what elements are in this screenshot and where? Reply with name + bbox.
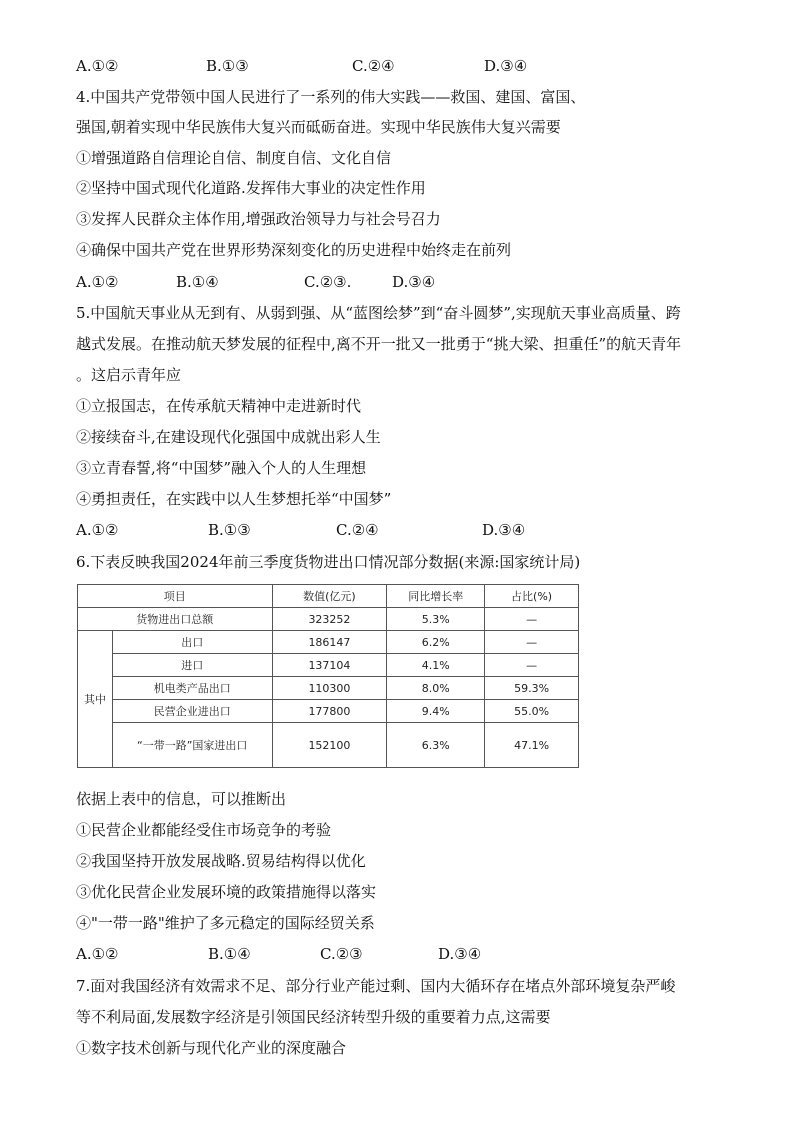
table-cell: 55.0%	[485, 700, 579, 723]
q5-option-b: B.①③	[208, 521, 251, 539]
header-share: 占比(%)	[485, 585, 579, 608]
q6-option-b: B.①④	[208, 945, 251, 963]
q6-option-c: C.②③	[320, 945, 363, 963]
q7-stem-line-1: 7.面对我国经济有效需求不足、部分行业产能过剩、国内大循环存在堵点外部环境复杂严峻	[76, 977, 676, 995]
q5-option-a: A.①②	[76, 521, 119, 539]
q5-stem-line-2: 越式发展。在推动航天梦发展的征程中,离不开一批又一批勇于“挑大梁、担重任”的航天青年	[76, 335, 682, 353]
trade-data-table	[77, 584, 579, 768]
q3-option-c: C.②④	[352, 57, 395, 75]
q5-item-4: ④勇担责任，在实践中以人生梦想托举“中国梦”	[76, 490, 392, 508]
q4-item-4: ④确保中国共产党在世界形势深刻变化的历史进程中始终走在前列	[76, 241, 512, 259]
table-cell: “一带一路”国家进出口	[112, 723, 272, 768]
table-cell: 民营企业进出口	[112, 700, 272, 723]
q6-item-4: ④"一带一路"维护了多元稳定的国际经贸关系	[76, 914, 375, 932]
table-row	[78, 654, 579, 677]
q7-item-1: ①数字技术创新与现代化产业的深度融合	[76, 1039, 347, 1057]
q3-option-b: B.①③	[206, 57, 249, 75]
q4-option-c: C.②③.	[304, 273, 352, 291]
q7-stem-line-2: 等不利局面,发展数字经济是引领国民经济转型升级的重要着力点,这需要	[76, 1008, 551, 1026]
q4-item-1: ①增强道路自信理论自信、制度自信、文化自信	[76, 149, 392, 167]
q5-option-d: D.③④	[482, 521, 526, 539]
table-cell: 5.3%	[387, 608, 485, 631]
q6-item-3: ③优化民营企业发展环境的政策措施得以落实	[76, 883, 377, 901]
q6-after-text: 依据上表中的信息，可以推断出	[76, 790, 287, 808]
q4-option-b: B.①④	[176, 273, 219, 291]
table-cell: 机电类产品出口	[112, 677, 272, 700]
q4-option-d: D.③④	[392, 273, 436, 291]
q5-item-3: ③立青春誓,将“中国梦”融入个人的人生理想	[76, 459, 367, 477]
table-row-total	[78, 608, 579, 631]
table-cell: 6.3%	[387, 723, 485, 768]
header-item: 项目	[78, 585, 273, 608]
table-cell: —	[485, 608, 579, 631]
table-cell: —	[485, 654, 579, 677]
q5-option-c: C.②④	[336, 521, 379, 539]
q4-stem-line-1: 4.中国共产党带领中国人民进行了一系列的伟大实践——救国、建国、富国、	[76, 88, 586, 106]
header-growth: 同比增长率	[387, 585, 485, 608]
q4-item-3: ③发挥人民群众主体作用,增强政治领导力与社会号召力	[76, 210, 441, 228]
q6-item-1: ①民营企业都能经受住市场竞争的考验	[76, 821, 332, 839]
table-cell: 6.2%	[387, 631, 485, 654]
group-label-cell: 其中	[78, 631, 113, 768]
q4-option-a: A.①②	[76, 273, 119, 291]
table-row	[78, 677, 579, 700]
table-header-row	[78, 585, 579, 608]
table-cell: —	[485, 631, 579, 654]
q6-option-a: A.①②	[76, 945, 119, 963]
table-row	[78, 700, 579, 723]
table-cell: 47.1%	[485, 723, 579, 768]
table-cell: 4.1%	[387, 654, 485, 677]
q4-item-2: ②坚持中国式现代化道路.发挥伟大事业的决定性作用	[76, 179, 426, 197]
q5-stem-line-3: 。这启示青年应	[76, 366, 182, 384]
table-cell: 9.4%	[387, 700, 485, 723]
table-cell: 进口	[112, 654, 272, 677]
table-cell: 货物进出口总额	[78, 608, 273, 631]
q3-option-d: D.③④	[484, 57, 528, 75]
q6-stem: 6.下表反映我国2024年前三季度货物进出口情况部分数据(来源:国家统计局)	[76, 553, 581, 571]
q3-option-a: A.①②	[76, 57, 119, 75]
q5-item-1: ①立报国志，在传承航天精神中走进新时代	[76, 397, 362, 415]
header-value: 数值(亿元)	[272, 585, 387, 608]
table-cell: 152100	[272, 723, 387, 768]
table-cell: 59.3%	[485, 677, 579, 700]
q5-item-2: ②接续奋斗,在建设现代化强国中成就出彩人生	[76, 428, 381, 446]
table-row	[78, 631, 579, 654]
q6-option-d: D.③④	[438, 945, 482, 963]
table-cell: 177800	[272, 700, 387, 723]
table-cell: 186147	[272, 631, 387, 654]
table-cell: 137104	[272, 654, 387, 677]
table-cell: 110300	[272, 677, 387, 700]
table-cell: 出口	[112, 631, 272, 654]
q5-stem-line-1: 5.中国航天事业从无到有、从弱到强、从“蓝图绘梦”到“奋斗圆梦”,实现航天事业高质量、跨	[76, 304, 681, 322]
q4-stem-line-2: 强国,朝着实现中华民族伟大复兴而砥砺奋进。实现中华民族伟大复兴需要	[76, 118, 561, 136]
table-row	[78, 723, 579, 768]
table-cell: 8.0%	[387, 677, 485, 700]
q6-item-2: ②我国坚持开放发展战略.贸易结构得以优化	[76, 852, 366, 870]
table-cell: 323252	[272, 608, 387, 631]
